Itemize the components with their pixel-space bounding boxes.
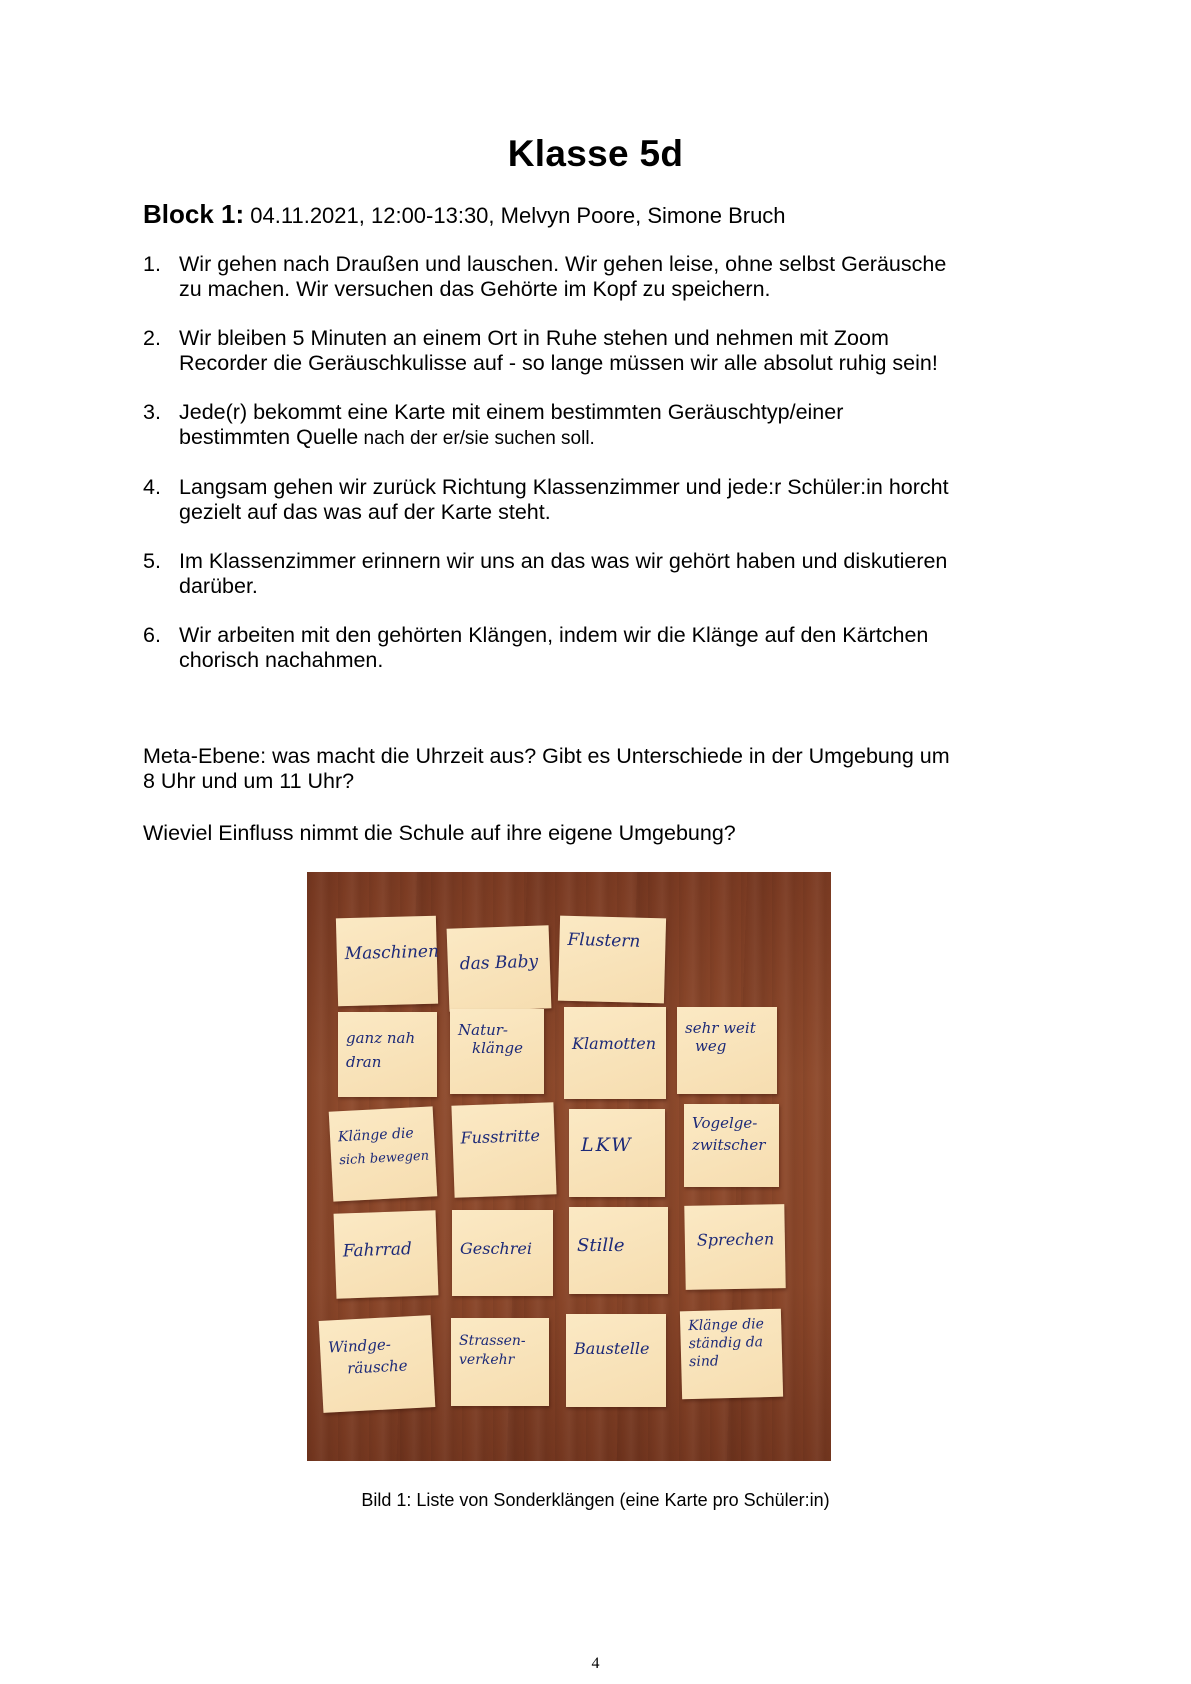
page-number: 4: [591, 1655, 600, 1672]
step-number: 5.: [143, 549, 161, 573]
step-line: zu machen. Wir versuchen das Gehörte im Kopf zu speichern.: [179, 277, 771, 301]
step-number: 3.: [143, 400, 161, 424]
block-details: 04.11.2021, 12:00-13:30, Melvyn Poore, Simone Bruch: [250, 203, 786, 228]
note-text: räusche: [346, 1356, 409, 1378]
note-text: Maschinen: [344, 941, 440, 965]
step-number: 4.: [143, 475, 161, 499]
step-line: chorisch nachahmen.: [179, 648, 384, 672]
step-line: darüber.: [179, 574, 258, 598]
meta-line: 8 Uhr und um 11 Uhr?: [143, 769, 355, 793]
step-line: gezielt auf das was auf der Karte steht.: [179, 500, 551, 524]
sticky-note: [329, 1106, 438, 1201]
step-line: Wir bleiben 5 Minuten an einem Ort in Ruhe stehen und nehmen mit Zoom: [179, 326, 889, 350]
note-text: ganz nah: [346, 1029, 416, 1047]
note-text: Baustelle: [574, 1339, 650, 1358]
block-info: [143, 199, 786, 230]
sticky-note: [447, 925, 552, 1012]
sticky-note: [450, 1009, 544, 1094]
note-text: Klamotten: [572, 1034, 657, 1053]
note-text: Flustern: [567, 929, 641, 952]
note-text: das Baby: [459, 951, 539, 975]
sticky-note: [680, 1309, 783, 1400]
step-item: [143, 400, 1063, 451]
sticky-notes-photo: [307, 872, 831, 1461]
note-text: LKW: [581, 1134, 633, 1156]
step-line: Langsam gehen wir zurück Richtung Klassenzimmer und jede:r Schüler:in horcht: [179, 475, 949, 499]
sticky-note: [451, 1102, 556, 1198]
sticky-note: [684, 1104, 779, 1187]
step-number: 1.: [143, 252, 161, 276]
note-text: Klänge die: [337, 1125, 415, 1146]
influence-question: Wieviel Einfluss nimmt die Schule auf ihre eigene Umgebung?: [143, 821, 736, 845]
note-text: zwitscher: [692, 1136, 766, 1154]
note-text: Natur-: [458, 1021, 508, 1039]
sticky-note: [338, 1012, 437, 1097]
sticky-note: [564, 1007, 666, 1099]
note-text: Vogelge-: [692, 1114, 758, 1132]
step-item: [143, 549, 1063, 599]
step-line: Im Klassenzimmer erinnern wir uns an das was wir gehört haben und diskutieren: [179, 549, 948, 573]
steps-list: [143, 252, 1063, 697]
step-number: 6.: [143, 623, 161, 647]
note-text: dran: [346, 1053, 382, 1071]
note-text: Stille: [577, 1235, 625, 1256]
note-text: Fusstritte: [460, 1125, 541, 1148]
step-item: [143, 475, 1063, 525]
figure-caption: Bild 1: Liste von Sonderklängen (eine Karte pro Schüler:in): [361, 1490, 830, 1510]
note-text: ständig da: [688, 1334, 764, 1353]
step-line: Recorder die Geräuschkulisse auf - so lange müssen wir alle absolut ruhig sein!: [179, 351, 938, 375]
step-line: Wir arbeiten mit den gehörten Klängen, indem wir die Klänge auf den Kärtchen: [179, 623, 929, 647]
meta-question: [143, 744, 1073, 794]
sticky-note: [566, 1314, 666, 1407]
note-text: Fahrrad: [342, 1239, 413, 1262]
step-number: 2.: [143, 326, 161, 350]
block-label: Block 1:: [143, 199, 245, 229]
step-line: bestimmten Quelle: [179, 425, 359, 449]
note-text: sehr weit: [685, 1019, 756, 1037]
meta-line: Meta-Ebene: was macht die Uhrzeit aus? Gibt es Unterschiede in der Umgebung um: [143, 744, 950, 768]
step-line-tail: nach der er/sie suchen soll.: [358, 428, 595, 449]
page-title: Klasse 5d: [507, 133, 684, 174]
note-text: klänge: [472, 1039, 523, 1057]
note-text: Strassen-: [459, 1333, 526, 1349]
step-line: Wir gehen nach Draußen und lauschen. Wir gehen leise, ohne selbst Geräusche: [179, 252, 947, 276]
note-text: Klänge die: [688, 1316, 765, 1335]
note-text: Sprechen: [696, 1229, 775, 1250]
sticky-note: [336, 916, 438, 1007]
sticky-note: [452, 1210, 553, 1296]
sticky-note: [451, 1318, 549, 1406]
sticky-note: [677, 1007, 777, 1094]
sticky-note: [569, 1207, 668, 1294]
note-text: Windge-: [327, 1335, 392, 1357]
step-item: [143, 252, 1063, 302]
sticky-note: [319, 1315, 436, 1413]
sticky-note: [684, 1204, 785, 1290]
step-item: [143, 623, 1063, 673]
sticky-note: [569, 1109, 665, 1197]
note-text: verkehr: [459, 1352, 515, 1368]
sticky-note: [334, 1210, 439, 1299]
sticky-note: [558, 916, 666, 1004]
note-text: weg: [695, 1037, 727, 1055]
note-text: sich bewegen: [338, 1148, 430, 1169]
step-item: [143, 326, 1063, 376]
step-line: Jede(r) bekommt eine Karte mit einem bestimmten Geräuschtyp/einer: [179, 400, 844, 424]
note-text: sind: [688, 1353, 720, 1371]
note-text: Geschrei: [460, 1239, 532, 1258]
